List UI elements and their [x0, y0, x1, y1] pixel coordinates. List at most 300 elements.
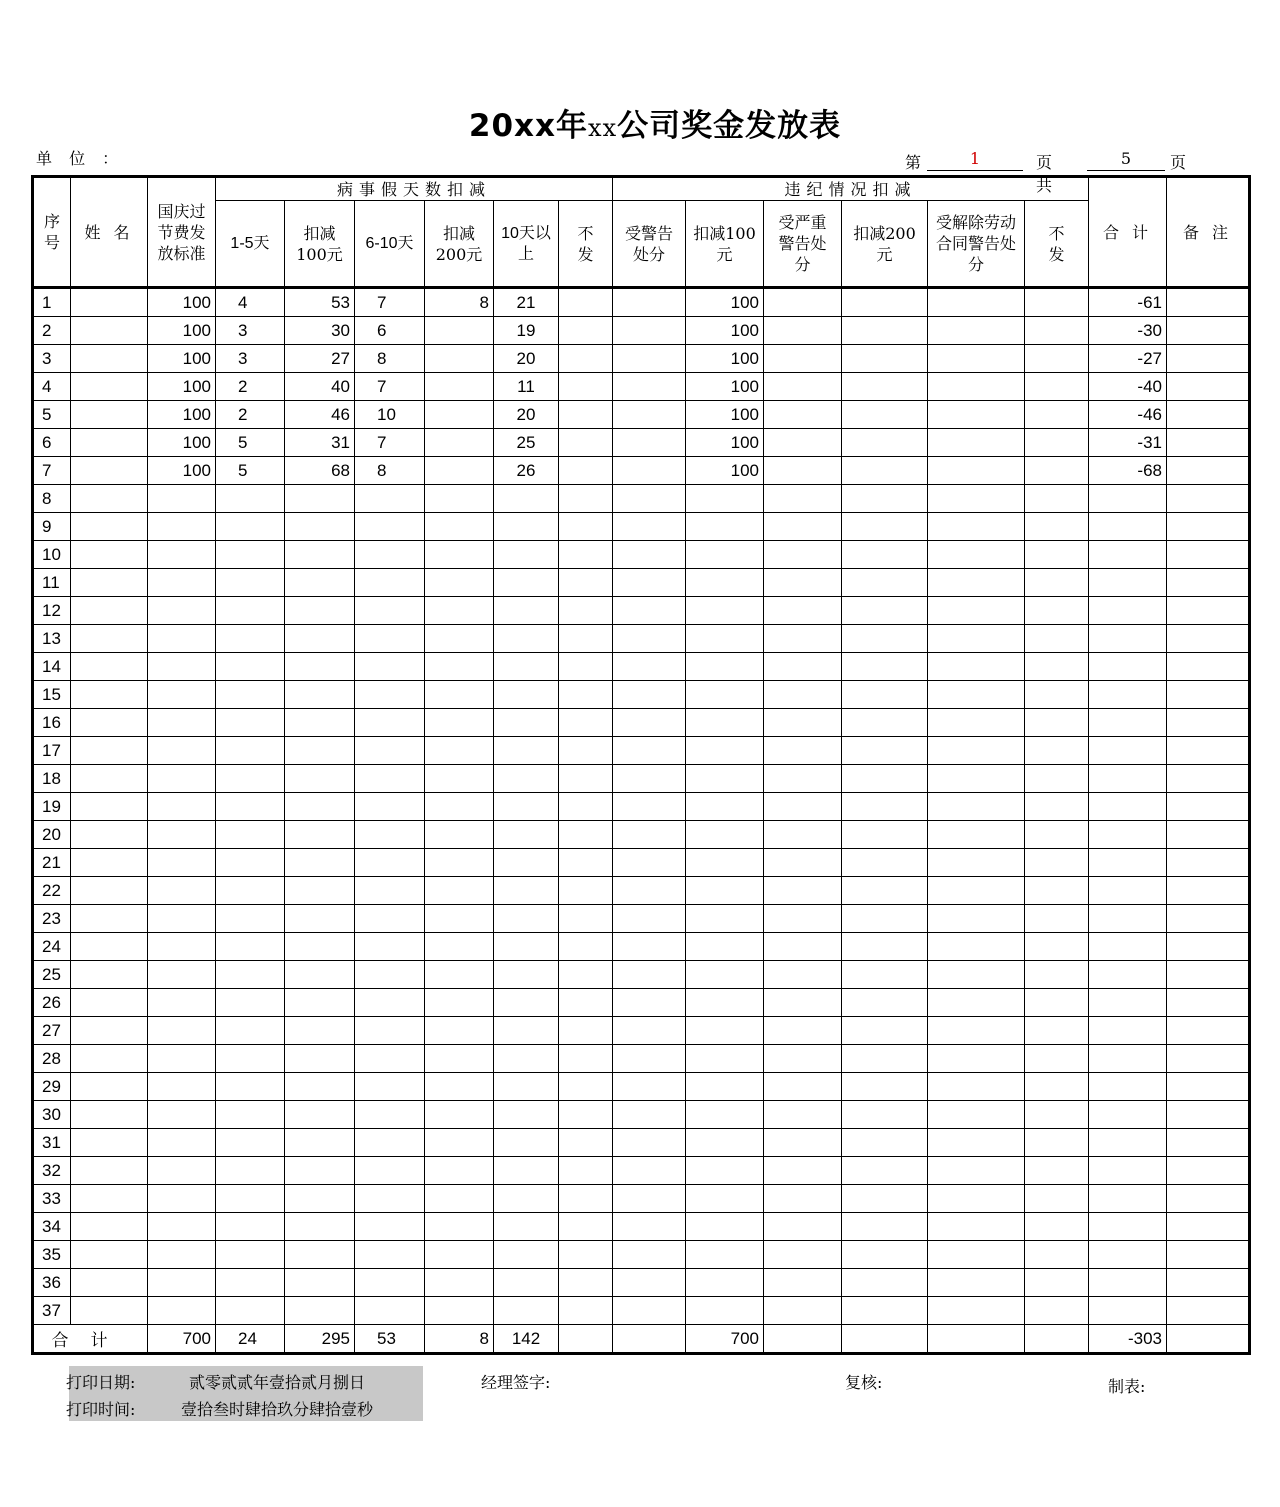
cell-name[interactable] [71, 429, 148, 457]
cell-sick-deduct-200[interactable] [425, 1185, 494, 1213]
cell-sick-6-10[interactable] [355, 1157, 425, 1185]
cell-sick-10plus[interactable] [494, 1073, 559, 1101]
cell-sick-10plus[interactable] [494, 569, 559, 597]
cell-standard[interactable] [148, 1045, 216, 1073]
cell-disc-none[interactable] [1025, 1157, 1089, 1185]
cell-disc-terminate[interactable] [928, 877, 1025, 905]
cell-sick-none[interactable] [559, 597, 613, 625]
current-page-field[interactable]: 1 [927, 148, 1023, 171]
cell-total[interactable] [1089, 541, 1167, 569]
cell-total[interactable]: -30 [1089, 317, 1167, 345]
cell-disc-deduct-100[interactable] [686, 1269, 764, 1297]
cell-disc-none[interactable] [1025, 485, 1089, 513]
cell-sick-1-5[interactable] [216, 765, 285, 793]
cell-disc-serious[interactable] [764, 569, 842, 597]
cell-sick-6-10[interactable] [355, 1297, 425, 1325]
cell-remark[interactable] [1167, 793, 1250, 821]
cell-sick-6-10[interactable] [355, 1269, 425, 1297]
cell-seq[interactable]: 15 [33, 681, 71, 709]
cell-total[interactable] [1089, 1129, 1167, 1157]
cell-sick-deduct-100[interactable] [285, 1045, 355, 1073]
cell-disc-warning[interactable] [613, 1101, 686, 1129]
cell-name[interactable] [71, 961, 148, 989]
cell-disc-warning[interactable] [613, 821, 686, 849]
cell-sick-none[interactable] [559, 625, 613, 653]
cell-sick-10plus[interactable] [494, 513, 559, 541]
cell-seq[interactable]: 26 [33, 989, 71, 1017]
cell-sick-none[interactable] [559, 457, 613, 485]
cell-sick-none[interactable] [559, 288, 613, 317]
cell-sick-10plus[interactable] [494, 989, 559, 1017]
cell-name[interactable] [71, 1017, 148, 1045]
cell-disc-none[interactable] [1025, 1297, 1089, 1325]
cell-sick-1-5[interactable] [216, 1101, 285, 1129]
cell-disc-warning[interactable] [613, 737, 686, 765]
cell-sick-1-5[interactable]: 5 [216, 457, 285, 485]
cell-disc-deduct-100[interactable]: 100 [686, 429, 764, 457]
cell-seq[interactable]: 10 [33, 541, 71, 569]
cell-disc-deduct-100[interactable] [686, 793, 764, 821]
cell-sick-none[interactable] [559, 1269, 613, 1297]
cell-total[interactable]: -40 [1089, 373, 1167, 401]
cell-total[interactable] [1089, 569, 1167, 597]
cell-disc-warning[interactable] [613, 933, 686, 961]
cell-sick-deduct-200[interactable] [425, 401, 494, 429]
cell-sick-none[interactable] [559, 401, 613, 429]
cell-seq[interactable]: 2 [33, 317, 71, 345]
cell-name[interactable] [71, 989, 148, 1017]
cell-sick-deduct-100[interactable] [285, 597, 355, 625]
cell-sick-deduct-200[interactable] [425, 317, 494, 345]
cell-sick-deduct-100[interactable] [285, 961, 355, 989]
cell-sick-none[interactable] [559, 541, 613, 569]
cell-sick-10plus[interactable] [494, 1185, 559, 1213]
cell-disc-terminate[interactable] [928, 1213, 1025, 1241]
cell-name[interactable] [71, 765, 148, 793]
cell-sick-none[interactable] [559, 933, 613, 961]
cell-sick-deduct-200[interactable] [425, 653, 494, 681]
cell-sick-10plus[interactable] [494, 765, 559, 793]
cell-sick-none[interactable] [559, 345, 613, 373]
cell-remark[interactable] [1167, 429, 1250, 457]
cell-sick-1-5[interactable] [216, 541, 285, 569]
cell-disc-serious[interactable] [764, 288, 842, 317]
cell-name[interactable] [71, 485, 148, 513]
cell-disc-serious[interactable] [764, 541, 842, 569]
cell-disc-deduct-100[interactable] [686, 961, 764, 989]
cell-disc-serious[interactable] [764, 1297, 842, 1325]
cell-disc-terminate[interactable] [928, 821, 1025, 849]
cell-disc-deduct-100[interactable] [686, 877, 764, 905]
cell-sick-1-5[interactable] [216, 1213, 285, 1241]
cell-sick-6-10[interactable] [355, 1017, 425, 1045]
cell-sick-10plus[interactable]: 19 [494, 317, 559, 345]
cell-disc-deduct-100[interactable] [686, 569, 764, 597]
cell-seq[interactable]: 9 [33, 513, 71, 541]
cell-remark[interactable] [1167, 569, 1250, 597]
cell-disc-warning[interactable] [613, 1157, 686, 1185]
cell-disc-none[interactable] [1025, 373, 1089, 401]
cell-disc-terminate[interactable] [928, 1297, 1025, 1325]
cell-disc-none[interactable] [1025, 961, 1089, 989]
cell-sick-6-10[interactable] [355, 737, 425, 765]
cell-disc-warning[interactable] [613, 625, 686, 653]
cell-sick-6-10[interactable]: 7 [355, 429, 425, 457]
cell-disc-warning[interactable] [613, 681, 686, 709]
cell-disc-deduct-200[interactable] [842, 765, 928, 793]
cell-remark[interactable] [1167, 345, 1250, 373]
cell-total[interactable] [1089, 1297, 1167, 1325]
cell-disc-serious[interactable] [764, 737, 842, 765]
cell-name[interactable] [71, 1297, 148, 1325]
cell-sick-deduct-100[interactable] [285, 821, 355, 849]
cell-disc-none[interactable] [1025, 288, 1089, 317]
cell-sick-deduct-100[interactable] [285, 1017, 355, 1045]
cell-sick-none[interactable] [559, 1101, 613, 1129]
cell-disc-deduct-100[interactable]: 100 [686, 401, 764, 429]
cell-name[interactable] [71, 905, 148, 933]
cell-disc-deduct-100[interactable] [686, 1157, 764, 1185]
cell-total[interactable] [1089, 485, 1167, 513]
cell-disc-serious[interactable] [764, 1073, 842, 1101]
cell-sick-1-5[interactable] [216, 1073, 285, 1101]
cell-standard[interactable] [148, 1241, 216, 1269]
cell-name[interactable] [71, 373, 148, 401]
cell-total[interactable] [1089, 1045, 1167, 1073]
cell-standard[interactable] [148, 541, 216, 569]
cell-disc-deduct-200[interactable] [842, 1157, 928, 1185]
cell-sick-deduct-200[interactable] [425, 821, 494, 849]
cell-sick-1-5[interactable] [216, 1269, 285, 1297]
cell-seq[interactable]: 12 [33, 597, 71, 625]
cell-disc-deduct-200[interactable] [842, 429, 928, 457]
cell-name[interactable] [71, 709, 148, 737]
cell-disc-deduct-100[interactable] [686, 737, 764, 765]
cell-remark[interactable] [1167, 597, 1250, 625]
cell-disc-serious[interactable] [764, 653, 842, 681]
cell-sick-none[interactable] [559, 1213, 613, 1241]
cell-sick-10plus[interactable]: 20 [494, 345, 559, 373]
cell-sick-none[interactable] [559, 1241, 613, 1269]
cell-standard[interactable]: 100 [148, 288, 216, 317]
cell-sick-deduct-200[interactable] [425, 961, 494, 989]
cell-disc-none[interactable] [1025, 765, 1089, 793]
cell-disc-deduct-200[interactable] [842, 373, 928, 401]
cell-disc-none[interactable] [1025, 1269, 1089, 1297]
cell-disc-terminate[interactable] [928, 849, 1025, 877]
cell-sick-10plus[interactable] [494, 1213, 559, 1241]
cell-remark[interactable] [1167, 1045, 1250, 1073]
cell-sick-deduct-100[interactable] [285, 569, 355, 597]
cell-disc-terminate[interactable] [928, 765, 1025, 793]
cell-sick-1-5[interactable] [216, 933, 285, 961]
total-pages-field[interactable]: 5 [1087, 148, 1165, 171]
cell-remark[interactable] [1167, 933, 1250, 961]
cell-sick-deduct-200[interactable] [425, 1297, 494, 1325]
cell-sick-6-10[interactable] [355, 1045, 425, 1073]
cell-disc-deduct-200[interactable] [842, 1185, 928, 1213]
cell-standard[interactable] [148, 1297, 216, 1325]
cell-sick-none[interactable] [559, 429, 613, 457]
cell-disc-serious[interactable] [764, 793, 842, 821]
cell-disc-deduct-200[interactable] [842, 485, 928, 513]
cell-disc-none[interactable] [1025, 401, 1089, 429]
cell-seq[interactable]: 37 [33, 1297, 71, 1325]
cell-disc-none[interactable] [1025, 653, 1089, 681]
cell-remark[interactable] [1167, 1101, 1250, 1129]
cell-disc-deduct-100[interactable] [686, 1241, 764, 1269]
cell-sick-1-5[interactable]: 2 [216, 401, 285, 429]
cell-disc-deduct-200[interactable] [842, 625, 928, 653]
cell-name[interactable] [71, 541, 148, 569]
cell-sick-none[interactable] [559, 989, 613, 1017]
cell-total[interactable] [1089, 1241, 1167, 1269]
cell-total[interactable]: -46 [1089, 401, 1167, 429]
cell-standard[interactable] [148, 1017, 216, 1045]
cell-seq[interactable]: 35 [33, 1241, 71, 1269]
cell-standard[interactable] [148, 933, 216, 961]
cell-disc-none[interactable] [1025, 457, 1089, 485]
cell-seq[interactable]: 20 [33, 821, 71, 849]
cell-total[interactable] [1089, 1269, 1167, 1297]
cell-disc-serious[interactable] [764, 1241, 842, 1269]
cell-disc-terminate[interactable] [928, 288, 1025, 317]
cell-sick-1-5[interactable] [216, 1241, 285, 1269]
cell-sick-deduct-200[interactable] [425, 793, 494, 821]
cell-disc-warning[interactable] [613, 401, 686, 429]
cell-disc-terminate[interactable] [928, 1241, 1025, 1269]
cell-sick-deduct-200[interactable] [425, 849, 494, 877]
cell-sick-6-10[interactable] [355, 793, 425, 821]
cell-disc-warning[interactable] [613, 849, 686, 877]
cell-sick-deduct-200[interactable] [425, 933, 494, 961]
cell-name[interactable] [71, 625, 148, 653]
cell-sick-deduct-200[interactable] [425, 1017, 494, 1045]
cell-sick-deduct-200[interactable] [425, 1213, 494, 1241]
cell-name[interactable] [71, 821, 148, 849]
cell-seq[interactable]: 3 [33, 345, 71, 373]
cell-disc-terminate[interactable] [928, 793, 1025, 821]
cell-disc-serious[interactable] [764, 485, 842, 513]
cell-total[interactable] [1089, 1101, 1167, 1129]
cell-remark[interactable] [1167, 1297, 1250, 1325]
cell-disc-deduct-100[interactable] [686, 1297, 764, 1325]
cell-name[interactable] [71, 1269, 148, 1297]
cell-disc-deduct-200[interactable] [842, 653, 928, 681]
cell-sick-1-5[interactable] [216, 569, 285, 597]
cell-disc-none[interactable] [1025, 625, 1089, 653]
cell-sick-10plus[interactable]: 25 [494, 429, 559, 457]
cell-disc-terminate[interactable] [928, 1157, 1025, 1185]
cell-sick-none[interactable] [559, 1157, 613, 1185]
cell-disc-serious[interactable] [764, 933, 842, 961]
cell-remark[interactable] [1167, 541, 1250, 569]
cell-disc-warning[interactable] [613, 429, 686, 457]
cell-disc-deduct-200[interactable] [842, 1213, 928, 1241]
cell-standard[interactable] [148, 1101, 216, 1129]
cell-total[interactable] [1089, 681, 1167, 709]
cell-sick-1-5[interactable] [216, 681, 285, 709]
cell-sick-none[interactable] [559, 709, 613, 737]
cell-seq[interactable]: 16 [33, 709, 71, 737]
cell-standard[interactable]: 100 [148, 401, 216, 429]
cell-sick-1-5[interactable] [216, 597, 285, 625]
cell-sick-1-5[interactable]: 3 [216, 345, 285, 373]
cell-disc-serious[interactable] [764, 849, 842, 877]
cell-sick-deduct-100[interactable] [285, 485, 355, 513]
cell-disc-warning[interactable] [613, 905, 686, 933]
cell-sick-10plus[interactable] [494, 1297, 559, 1325]
cell-sick-1-5[interactable] [216, 513, 285, 541]
cell-sick-deduct-200[interactable] [425, 905, 494, 933]
cell-sick-6-10[interactable]: 6 [355, 317, 425, 345]
cell-total[interactable] [1089, 765, 1167, 793]
cell-seq[interactable]: 18 [33, 765, 71, 793]
cell-remark[interactable] [1167, 1129, 1250, 1157]
cell-sick-1-5[interactable] [216, 849, 285, 877]
cell-standard[interactable]: 100 [148, 345, 216, 373]
cell-remark[interactable] [1167, 681, 1250, 709]
cell-seq[interactable]: 19 [33, 793, 71, 821]
cell-name[interactable] [71, 681, 148, 709]
cell-disc-deduct-200[interactable] [842, 877, 928, 905]
cell-sick-none[interactable] [559, 1185, 613, 1213]
cell-sick-deduct-200[interactable] [425, 1241, 494, 1269]
cell-sick-10plus[interactable] [494, 1269, 559, 1297]
cell-total[interactable] [1089, 961, 1167, 989]
cell-sick-10plus[interactable] [494, 485, 559, 513]
cell-sick-deduct-200[interactable] [425, 513, 494, 541]
cell-sick-1-5[interactable] [216, 877, 285, 905]
cell-sick-10plus[interactable] [494, 1129, 559, 1157]
cell-disc-warning[interactable] [613, 597, 686, 625]
cell-disc-serious[interactable] [764, 1017, 842, 1045]
cell-sick-10plus[interactable] [494, 541, 559, 569]
cell-disc-none[interactable] [1025, 1101, 1089, 1129]
cell-disc-serious[interactable] [764, 401, 842, 429]
cell-remark[interactable] [1167, 989, 1250, 1017]
cell-remark[interactable] [1167, 317, 1250, 345]
cell-sick-6-10[interactable] [355, 541, 425, 569]
cell-disc-deduct-200[interactable] [842, 933, 928, 961]
cell-disc-deduct-200[interactable] [842, 1017, 928, 1045]
cell-disc-deduct-200[interactable] [842, 1297, 928, 1325]
cell-disc-warning[interactable] [613, 541, 686, 569]
cell-sick-deduct-200[interactable] [425, 1073, 494, 1101]
cell-disc-terminate[interactable] [928, 345, 1025, 373]
cell-disc-warning[interactable] [613, 485, 686, 513]
cell-sick-deduct-100[interactable] [285, 681, 355, 709]
cell-sick-10plus[interactable] [494, 1017, 559, 1045]
cell-disc-none[interactable] [1025, 1073, 1089, 1101]
cell-disc-none[interactable] [1025, 1241, 1089, 1269]
cell-sick-6-10[interactable] [355, 1213, 425, 1241]
cell-disc-deduct-100[interactable] [686, 597, 764, 625]
cell-standard[interactable] [148, 569, 216, 597]
cell-sick-deduct-100[interactable] [285, 1241, 355, 1269]
cell-sick-deduct-200[interactable]: 8 [425, 288, 494, 317]
cell-sick-1-5[interactable] [216, 793, 285, 821]
cell-sick-none[interactable] [559, 373, 613, 401]
cell-sick-10plus[interactable] [494, 1157, 559, 1185]
cell-seq[interactable]: 24 [33, 933, 71, 961]
cell-sick-6-10[interactable] [355, 653, 425, 681]
cell-disc-terminate[interactable] [928, 1073, 1025, 1101]
cell-sick-6-10[interactable]: 7 [355, 373, 425, 401]
cell-disc-deduct-200[interactable] [842, 1269, 928, 1297]
cell-disc-deduct-100[interactable] [686, 1185, 764, 1213]
cell-seq[interactable]: 33 [33, 1185, 71, 1213]
cell-seq[interactable]: 7 [33, 457, 71, 485]
cell-remark[interactable] [1167, 821, 1250, 849]
cell-sick-10plus[interactable] [494, 849, 559, 877]
cell-sick-deduct-200[interactable] [425, 457, 494, 485]
cell-total[interactable] [1089, 1073, 1167, 1101]
cell-disc-deduct-200[interactable] [842, 513, 928, 541]
cell-disc-warning[interactable] [613, 961, 686, 989]
cell-total[interactable] [1089, 1213, 1167, 1241]
cell-disc-warning[interactable] [613, 1213, 686, 1241]
cell-total[interactable] [1089, 1017, 1167, 1045]
cell-disc-terminate[interactable] [928, 653, 1025, 681]
cell-remark[interactable] [1167, 513, 1250, 541]
cell-standard[interactable] [148, 513, 216, 541]
cell-sick-deduct-200[interactable] [425, 541, 494, 569]
cell-sick-deduct-100[interactable]: 46 [285, 401, 355, 429]
cell-total[interactable]: -61 [1089, 288, 1167, 317]
cell-sick-6-10[interactable] [355, 569, 425, 597]
cell-name[interactable] [71, 849, 148, 877]
cell-seq[interactable]: 27 [33, 1017, 71, 1045]
cell-sick-deduct-100[interactable] [285, 653, 355, 681]
cell-disc-warning[interactable] [613, 989, 686, 1017]
cell-sick-10plus[interactable]: 21 [494, 288, 559, 317]
cell-sick-1-5[interactable] [216, 1045, 285, 1073]
cell-disc-warning[interactable] [613, 709, 686, 737]
cell-total[interactable]: -27 [1089, 345, 1167, 373]
cell-sick-deduct-200[interactable] [425, 877, 494, 905]
cell-standard[interactable] [148, 597, 216, 625]
cell-disc-warning[interactable] [613, 1017, 686, 1045]
cell-name[interactable] [71, 793, 148, 821]
cell-disc-serious[interactable] [764, 989, 842, 1017]
cell-standard[interactable] [148, 681, 216, 709]
cell-sick-deduct-200[interactable] [425, 1101, 494, 1129]
cell-disc-deduct-100[interactable]: 100 [686, 457, 764, 485]
cell-disc-deduct-200[interactable] [842, 597, 928, 625]
cell-sick-10plus[interactable] [494, 653, 559, 681]
cell-sick-none[interactable] [559, 1017, 613, 1045]
cell-sick-none[interactable] [559, 1297, 613, 1325]
cell-disc-deduct-100[interactable] [686, 541, 764, 569]
cell-seq[interactable]: 4 [33, 373, 71, 401]
cell-sick-1-5[interactable]: 5 [216, 429, 285, 457]
cell-seq[interactable]: 23 [33, 905, 71, 933]
cell-disc-deduct-200[interactable] [842, 1241, 928, 1269]
cell-sick-none[interactable] [559, 681, 613, 709]
cell-total[interactable]: -31 [1089, 429, 1167, 457]
cell-sick-6-10[interactable] [355, 989, 425, 1017]
cell-standard[interactable] [148, 1129, 216, 1157]
cell-remark[interactable] [1167, 1185, 1250, 1213]
cell-sick-1-5[interactable] [216, 1297, 285, 1325]
cell-disc-deduct-200[interactable] [842, 1101, 928, 1129]
cell-sick-1-5[interactable] [216, 821, 285, 849]
cell-sick-deduct-100[interactable] [285, 709, 355, 737]
cell-remark[interactable] [1167, 653, 1250, 681]
cell-disc-warning[interactable] [613, 513, 686, 541]
cell-name[interactable] [71, 457, 148, 485]
